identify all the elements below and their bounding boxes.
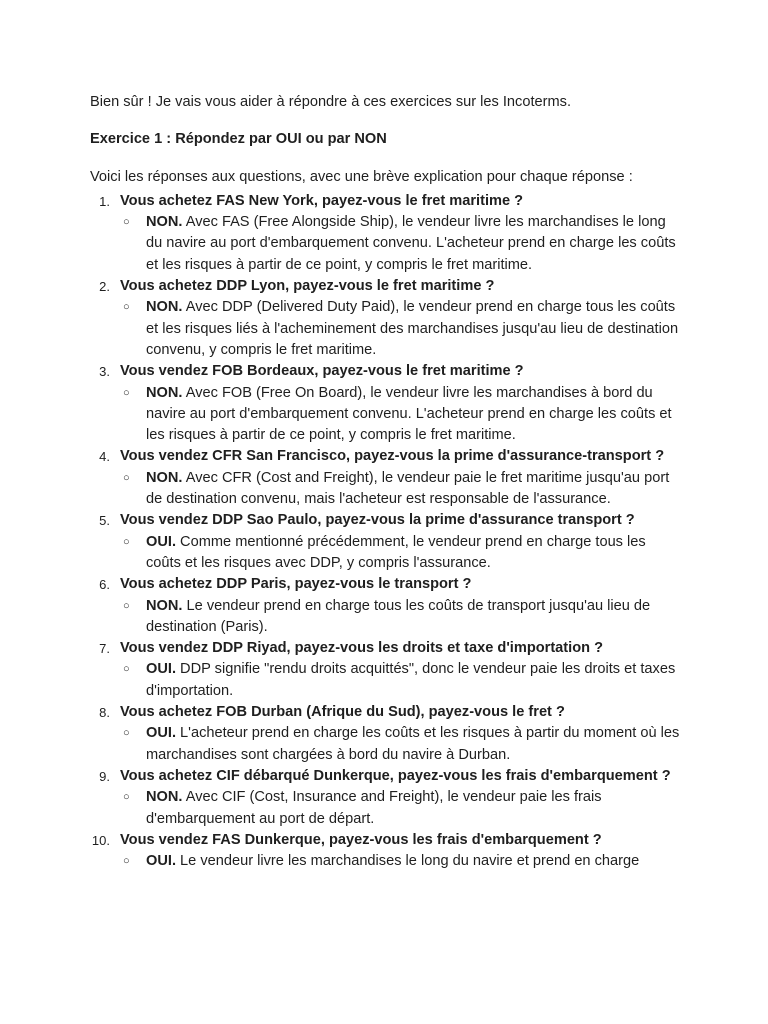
hollow-circle-bullet-icon: ○ [123, 855, 130, 868]
item-number: 9. [99, 768, 110, 784]
hollow-circle-bullet-icon: ○ [123, 216, 130, 229]
question-text: Vous achetez DDP Lyon, payez-vous le fret maritime ? [120, 278, 495, 295]
item-number: 1. [99, 193, 110, 209]
list-item [90, 361, 680, 446]
answer-text [120, 659, 680, 702]
answer-verdict: OUI. [146, 853, 176, 870]
answer-text [120, 787, 680, 830]
response-document [90, 92, 680, 872]
answer-verdict: NON. [146, 299, 183, 316]
answer-verdict: NON. [146, 789, 183, 806]
answer-text [120, 532, 680, 575]
answer-text [120, 212, 680, 276]
lead-text: Voici les réponses aux questions, avec une brève explication pour chaque réponse : [90, 168, 633, 185]
item-number: 4. [99, 449, 110, 465]
list-item [90, 574, 680, 638]
answer-explanation: L'acheteur prend en charge les coûts et les risques à partir du moment où les marchandises sont chargées à bord du navire à Durban. [146, 725, 680, 763]
answer-verdict: NON. [146, 214, 183, 231]
answer-verdict: NON. [146, 384, 183, 401]
question-text: Vous vendez DDP Sao Paulo, payez-vous la prime d'assurance transport ? [120, 512, 635, 529]
answer-verdict: OUI. [146, 661, 176, 678]
item-number: 7. [99, 641, 110, 657]
hollow-circle-bullet-icon: ○ [123, 791, 130, 804]
questions-list [90, 191, 680, 873]
answer-explanation: Avec FAS (Free Alongside Ship), le vendeur livre les marchandises le long du navire au port d'embarquement convenu. L'acheteur prend en charge les coûts et les risques à partir de ce point, y compris le fret maritime. [146, 214, 676, 273]
answer-explanation: Avec DDP (Delivered Duty Paid), le vendeur prend en charge tous les coûts et les risques liés à l'acheminement des marchandises jusqu'au lieu de destination convenu, y compris le fret maritime. [146, 299, 679, 358]
list-item [90, 276, 680, 361]
list-item [90, 638, 680, 702]
answer-verdict: NON. [146, 597, 183, 614]
item-number: 8. [99, 705, 110, 721]
item-number: 2. [99, 279, 110, 295]
hollow-circle-bullet-icon: ○ [123, 663, 130, 676]
hollow-circle-bullet-icon: ○ [123, 535, 130, 548]
question-text: Vous achetez CIF débarqué Dunkerque, payez-vous les frais d'embarquement ? [120, 767, 671, 784]
answer-explanation: DDP signifie "rendu droits acquittés", donc le vendeur paie les droits et taxes d'importation. [146, 661, 676, 699]
item-number: 3. [99, 364, 110, 380]
question-text: Vous achetez FOB Durban (Afrique du Sud), payez-vous le fret ? [120, 704, 565, 721]
answer-explanation: Le vendeur prend en charge tous les coûts de transport jusqu'au lieu de destination (Paris). [146, 597, 651, 635]
answer-verdict: OUI. [146, 533, 176, 550]
intro-text: Bien sûr ! Je vais vous aider à répondre à ces exercices sur les Incoterms. [90, 94, 571, 110]
answer-explanation: Avec FOB (Free On Board), le vendeur livre les marchandises à bord du navire au port d'embarquement convenu. L'acheteur prend en charge les coûts et les risques à partir de ce point, y compris le fret maritime. [146, 384, 672, 444]
answer-verdict: OUI. [146, 725, 176, 742]
item-number: 6. [99, 577, 110, 593]
answer-explanation: Le vendeur livre les marchandises le long du navire et prend en charge [176, 853, 640, 870]
answer-text [120, 723, 680, 766]
list-item [90, 702, 680, 766]
hollow-circle-bullet-icon: ○ [123, 727, 130, 740]
answer-text [120, 297, 680, 361]
hollow-circle-bullet-icon: ○ [123, 301, 130, 314]
list-item [90, 510, 680, 574]
answer-text [120, 851, 680, 872]
hollow-circle-bullet-icon: ○ [123, 471, 130, 484]
answer-text [120, 383, 680, 447]
question-text: Vous vendez CFR San Francisco, payez-vous la prime d'assurance-transport ? [120, 448, 665, 465]
answer-verdict: NON. [146, 469, 183, 486]
item-number: 10. [91, 832, 110, 848]
answer-explanation: Comme mentionné précédemment, le vendeur prend en charge tous les coûts et les risques avec DDP, y compris l'assurance. [146, 533, 646, 571]
answer-explanation: Avec CIF (Cost, Insurance and Freight), le vendeur paie les frais d'embarquement au port de départ. [146, 789, 602, 827]
question-text: Vous vendez DDP Riyad, payez-vous les droits et taxe d'importation ? [120, 640, 604, 657]
exercise-heading: Exercice 1 : Répondez par OUI ou par NON [90, 131, 387, 148]
list-item [90, 830, 680, 873]
question-text: Vous achetez DDP Paris, payez-vous le transport ? [120, 576, 472, 593]
list-item [90, 766, 680, 830]
question-text: Vous vendez FAS Dunkerque, payez-vous les frais d'embarquement ? [120, 831, 602, 848]
list-item [90, 446, 680, 510]
hollow-circle-bullet-icon: ○ [123, 386, 130, 399]
item-number: 5. [99, 513, 110, 529]
answer-explanation: Avec CFR (Cost and Freight), le vendeur paie le fret maritime jusqu'au port de destination convenu, mais l'acheteur est responsable de l'assurance. [146, 469, 670, 508]
answer-text [120, 596, 680, 639]
answer-text [120, 468, 680, 511]
list-item [90, 191, 680, 276]
question-text: Vous achetez FAS New York, payez-vous le fret maritime ? [120, 192, 524, 209]
question-text: Vous vendez FOB Bordeaux, payez-vous le fret maritime ? [120, 363, 524, 380]
hollow-circle-bullet-icon: ○ [123, 599, 130, 612]
